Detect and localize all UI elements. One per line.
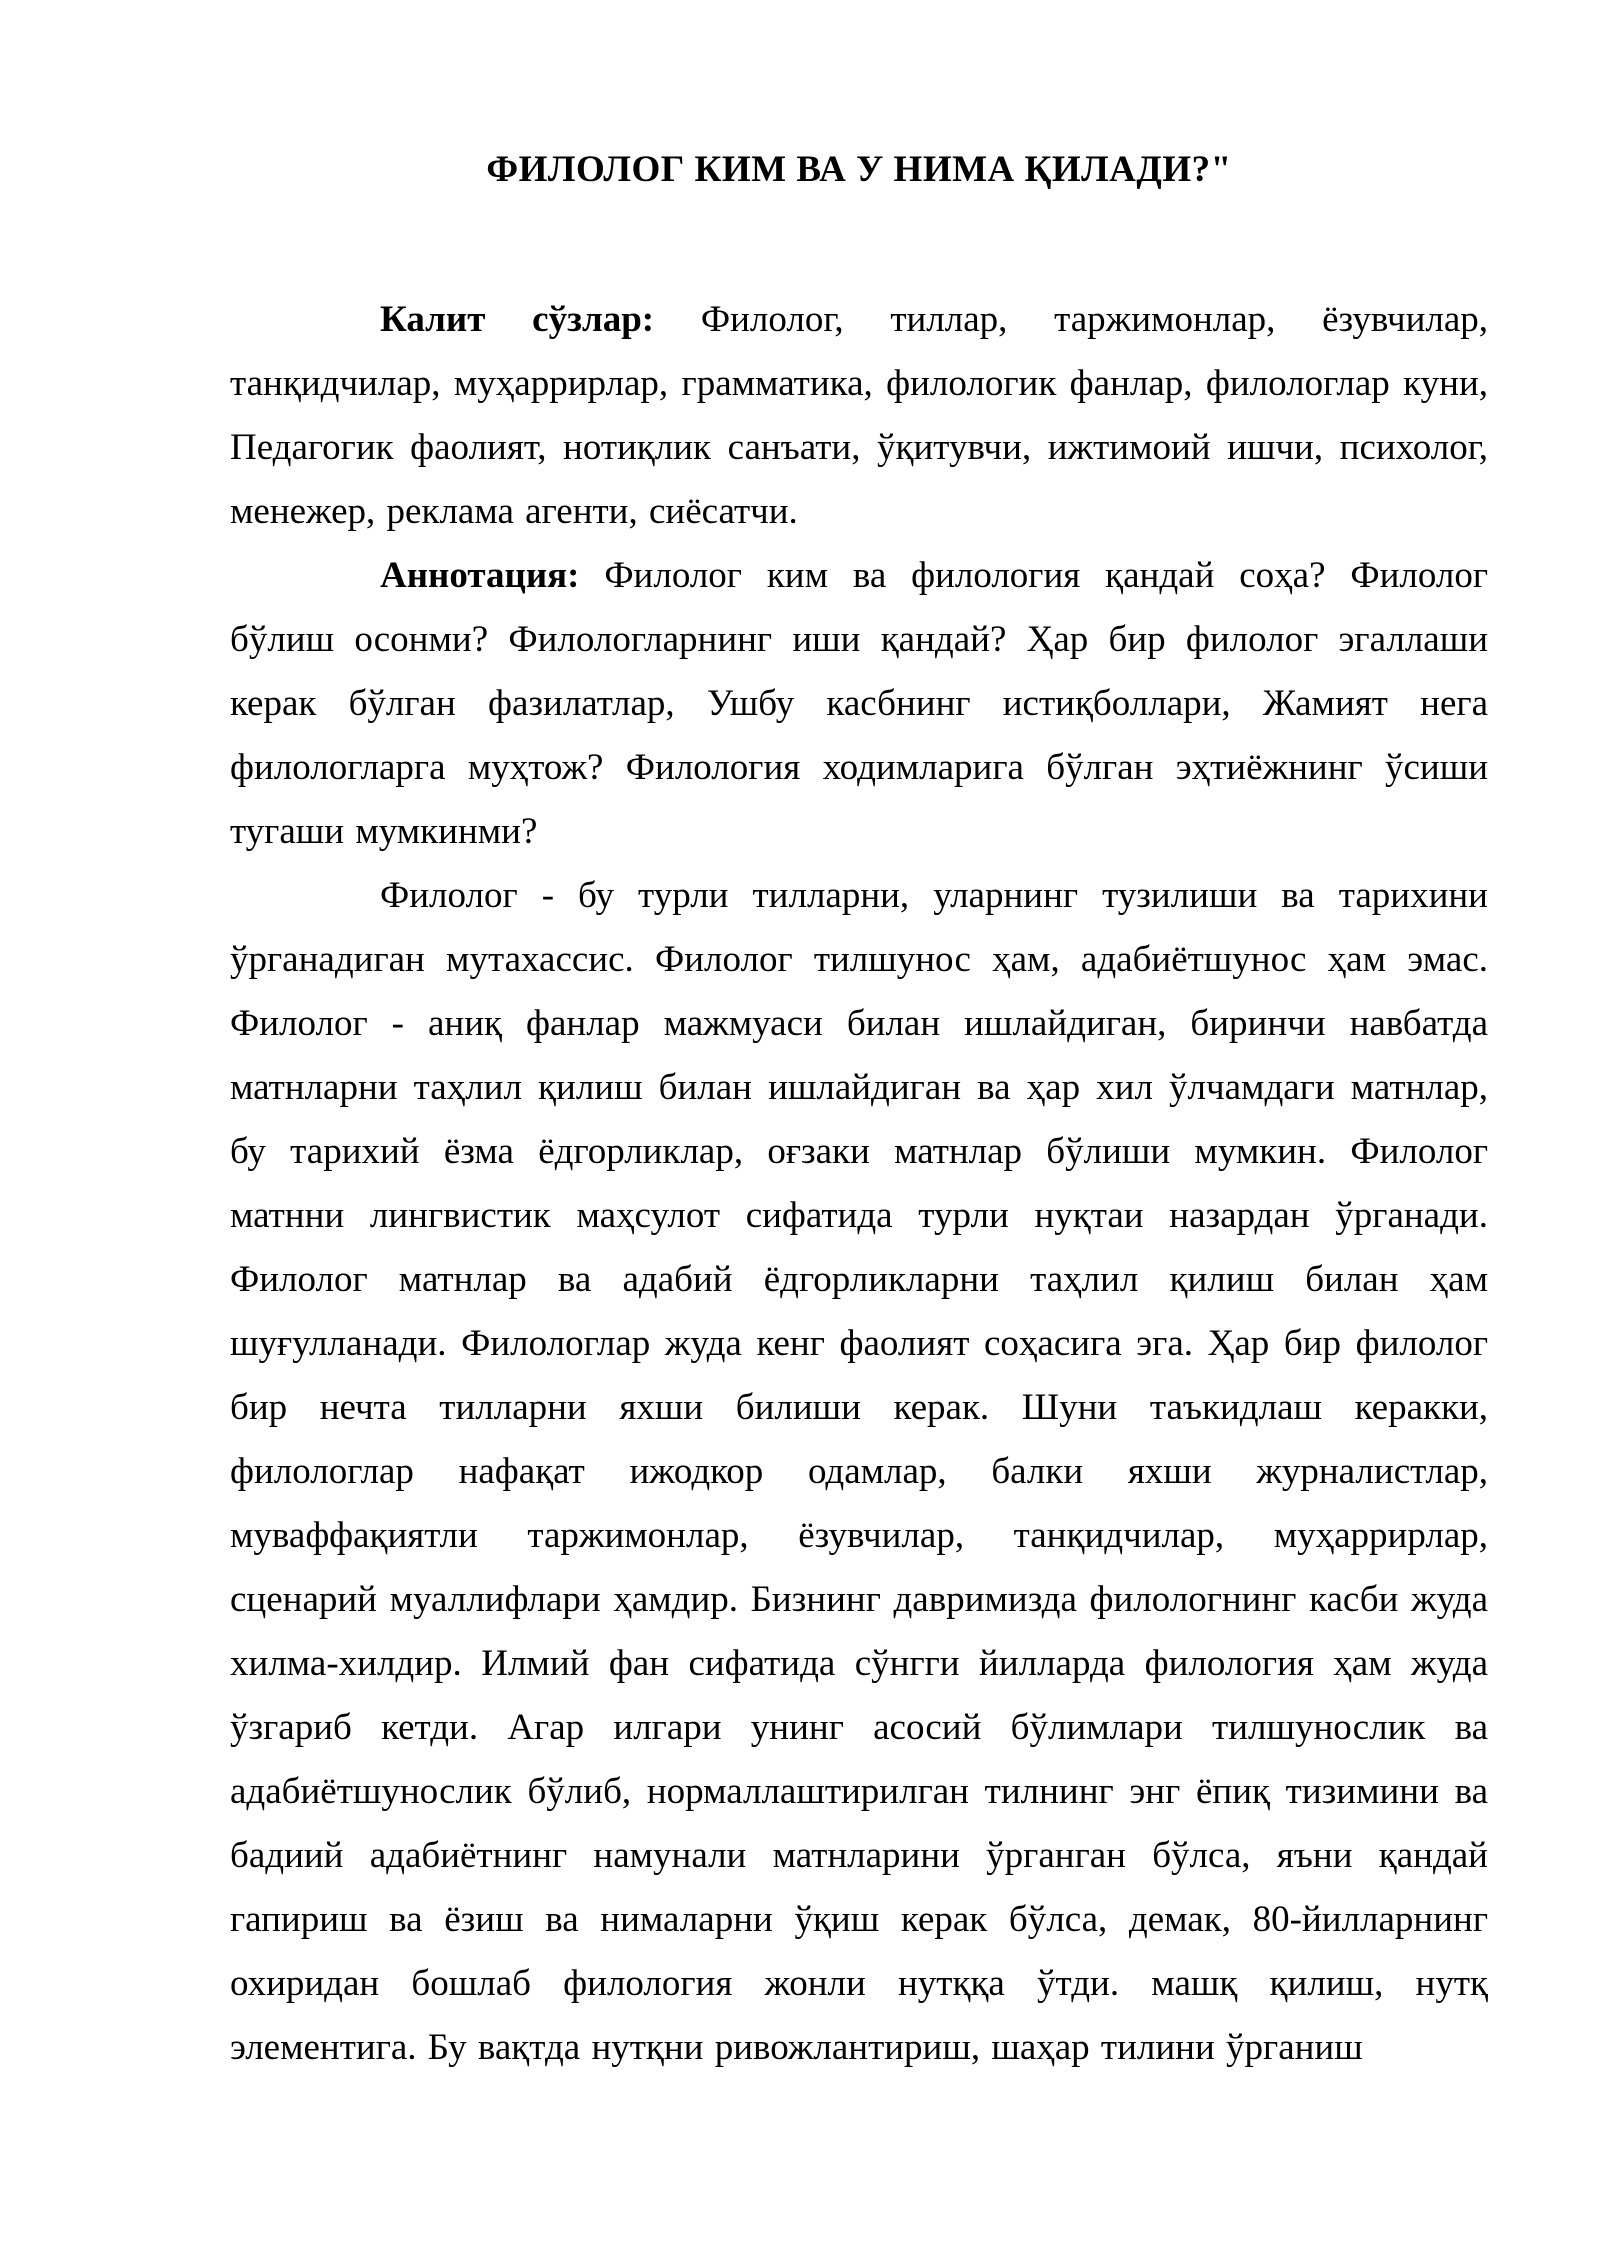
keywords-text: Филолог, тиллар, таржимонлар, ёзувчилар, танқидчилар, муҳаррирлар, грамматика, филологик фанлар, филологлар куни, Педагогик фаолият, нотиқлик санъати, ўқитувчи, ижтимоий ишчи, психолог, менежер, реклама агенти, сиёсатчи. — [230, 299, 1489, 532]
keywords-paragraph — [230, 288, 1488, 544]
annotation-label: Аннотация: — [380, 555, 580, 596]
main-body-paragraph — [230, 864, 1488, 2080]
keywords-label: Калит сўзлар: — [380, 299, 655, 340]
annotation-paragraph — [230, 544, 1488, 864]
document-title: ФИЛОЛОГ КИМ ВА У НИМА ҚИЛАДИ?" — [486, 149, 1232, 190]
main-body-text: Филолог - бу турли тилларни, уларнинг тузилиши ва тарихини ўрганадиган мутахассис. Филолог тилшунос ҳам, адабиётшунос ҳам эмас. Филолог - аниқ фанлар мажмуаси билан ишлайдиган, биринчи навбатда матнларни таҳлил қилиш билан ишлайдиган ва ҳар хил ўлчамдаги матнлар, бу тарихий ёзма ёдгорликлар, оғзаки матнлар бўлиши мумкин. Филолог матнни лингвистик маҳсулот сифатида турли нуқтаи назардан ўрганади. Филолог матнлар ва адабий ёдгорликларни таҳлил қилиш билан ҳам шуғулланади. Филологлар жуда кенг фаолият соҳасига эга. Ҳар бир филолог бир нечта тилларни яхши билиши керак. Шуни таъкидлаш керакки, филологлар нафақат ижодкор одамлар, балки яхши журналистлар, муваффақиятли таржимонлар, ёзувчилар, танқидчилар, муҳаррирлар, сценарий муаллифлари ҳамдир. Бизнинг давримизда филологнинг касби жуда хилма-хилдир. Илмий фан сифатида сўнгги йилларда филология ҳам жуда ўзгариб кетди. Агар илгари унинг асосий бўлимлари тилшунослик ва адабиётшунослик бўлиб, нормаллаштирилган тилнинг энг ёпиқ тизимини ва бадиий адабиётнинг намунали матнларини ўрганган бўлса, яъни қандай гапириш ва ёзиш ва нималарни ўқиш керак бўлса, демак, 80-йилларнинг охиридан бошлаб филология жонли нутққа ўтди. машқ қилиш, нутқ элементига. Бу вақтда нутқни ривожлантириш, шаҳар тилини ўрганиш — [230, 875, 1488, 2068]
annotation-text: Филолог ким ва филология қандай соҳа? Филолог бўлиш осонми? Филологларнинг иши қандай? Ҳар бир филолог эгаллаши керак бўлган фазилатлар, Ушбу касбнинг истиқболлари, Жамият нега филологларга муҳтож? Филология ходимларига бўлган эҳтиёжнинг ўсиши тугаши мумкинми? — [230, 555, 1488, 852]
